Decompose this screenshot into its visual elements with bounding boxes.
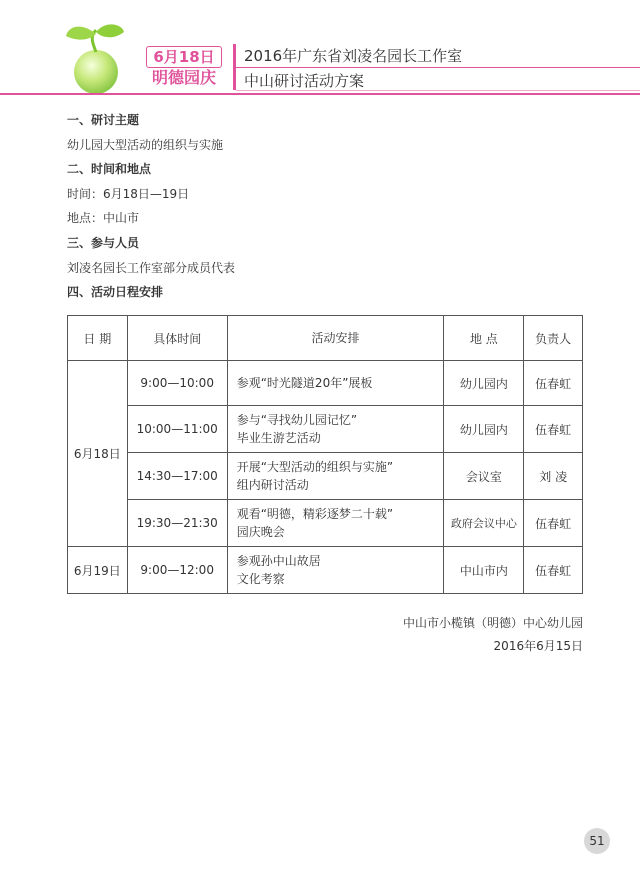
- table-row: [68, 500, 583, 547]
- time-cell: 9:00—12:00: [127, 547, 227, 594]
- activity-line: 组内研讨活动: [236, 478, 309, 492]
- header-cell: 地 点: [444, 316, 524, 361]
- activity-cell: [227, 406, 444, 453]
- page-subtitle: 中山研讨活动方案: [244, 72, 365, 90]
- activity-cell: [227, 453, 444, 500]
- activity-line: 参观孙中山故居: [236, 554, 321, 568]
- sprout-logo: [62, 20, 142, 96]
- activity-line: 参与“寻找幼儿园记忆”: [236, 413, 358, 427]
- time-cell: 14:30—17:00: [127, 453, 227, 500]
- section-text-topic: 幼儿园大型活动的组织与实施: [67, 138, 224, 152]
- person-cell: 伍春虹: [524, 547, 583, 594]
- activity-line: 文化考察: [236, 572, 285, 586]
- table-row: [68, 361, 583, 406]
- header-cell: 日 期: [68, 316, 128, 361]
- location-cell: 中山市内: [444, 547, 524, 594]
- table-row: [68, 406, 583, 453]
- activity-line: 观看“明德，精彩逐梦二十载”: [236, 507, 394, 521]
- location-cell: 幼儿园内: [444, 406, 524, 453]
- page-number: 51: [584, 828, 610, 854]
- header-cell: 负责人: [524, 316, 583, 361]
- header-rule-thin: [236, 90, 640, 91]
- signature-organization: 中山市小榄镇（明德）中心幼儿园: [402, 616, 583, 630]
- header-rule: [0, 93, 640, 95]
- date-cell: 6月19日: [68, 547, 128, 594]
- table-row: [68, 547, 583, 594]
- time-cell: 10:00—11:00: [127, 406, 227, 453]
- location-cell: 幼儿园内: [444, 361, 524, 406]
- activity-cell: [227, 547, 444, 594]
- person-cell: 伍春虹: [524, 406, 583, 453]
- date-cell: 6月18日: [68, 361, 128, 547]
- activity-line: 毕业生游艺活动: [236, 431, 321, 445]
- location-cell: 会议室: [444, 453, 524, 500]
- time-cell: 9:00—10:00: [127, 361, 227, 406]
- section-heading-topic: 一、研讨主题: [67, 113, 140, 127]
- person-cell: 刘 凌: [524, 453, 583, 500]
- page-title: 2016年广东省刘凌名园长工作室: [244, 47, 463, 65]
- section-text-time: 时间：6月18日—19日: [67, 187, 190, 201]
- table-header-row: [68, 316, 583, 361]
- location-cell: 政府会议中心: [444, 500, 524, 547]
- activity-line: 园庆晚会: [236, 525, 285, 539]
- table-row: [68, 453, 583, 500]
- section-heading-time-place: 二、时间和地点: [67, 162, 152, 176]
- event-date-badge: 6月18日: [146, 46, 222, 68]
- header-cell: 具体时间: [127, 316, 227, 361]
- activity-line: 开展“大型活动的组织与实施”: [236, 460, 394, 474]
- schedule-table: [67, 315, 583, 594]
- section-heading-participants: 三、参与人员: [67, 236, 140, 250]
- section-heading-schedule: 四、活动日程安排: [67, 285, 164, 299]
- signature-date: 2016年6月15日: [493, 639, 583, 653]
- section-text-participants: 刘凌名园长工作室部分成员代表: [67, 261, 236, 275]
- person-cell: 伍春虹: [524, 361, 583, 406]
- header-cell: 活动安排: [227, 316, 444, 361]
- event-name-label: 明德园庆: [151, 68, 216, 87]
- activity-cell: [227, 500, 444, 547]
- title-divider: [236, 67, 640, 68]
- section-text-place: 地点：中山市: [67, 211, 140, 225]
- person-cell: 伍春虹: [524, 500, 583, 547]
- activity-cell: [227, 361, 444, 406]
- activity-line: 参观“时光隧道20年”展板: [236, 376, 373, 390]
- time-cell: 19:30—21:30: [127, 500, 227, 547]
